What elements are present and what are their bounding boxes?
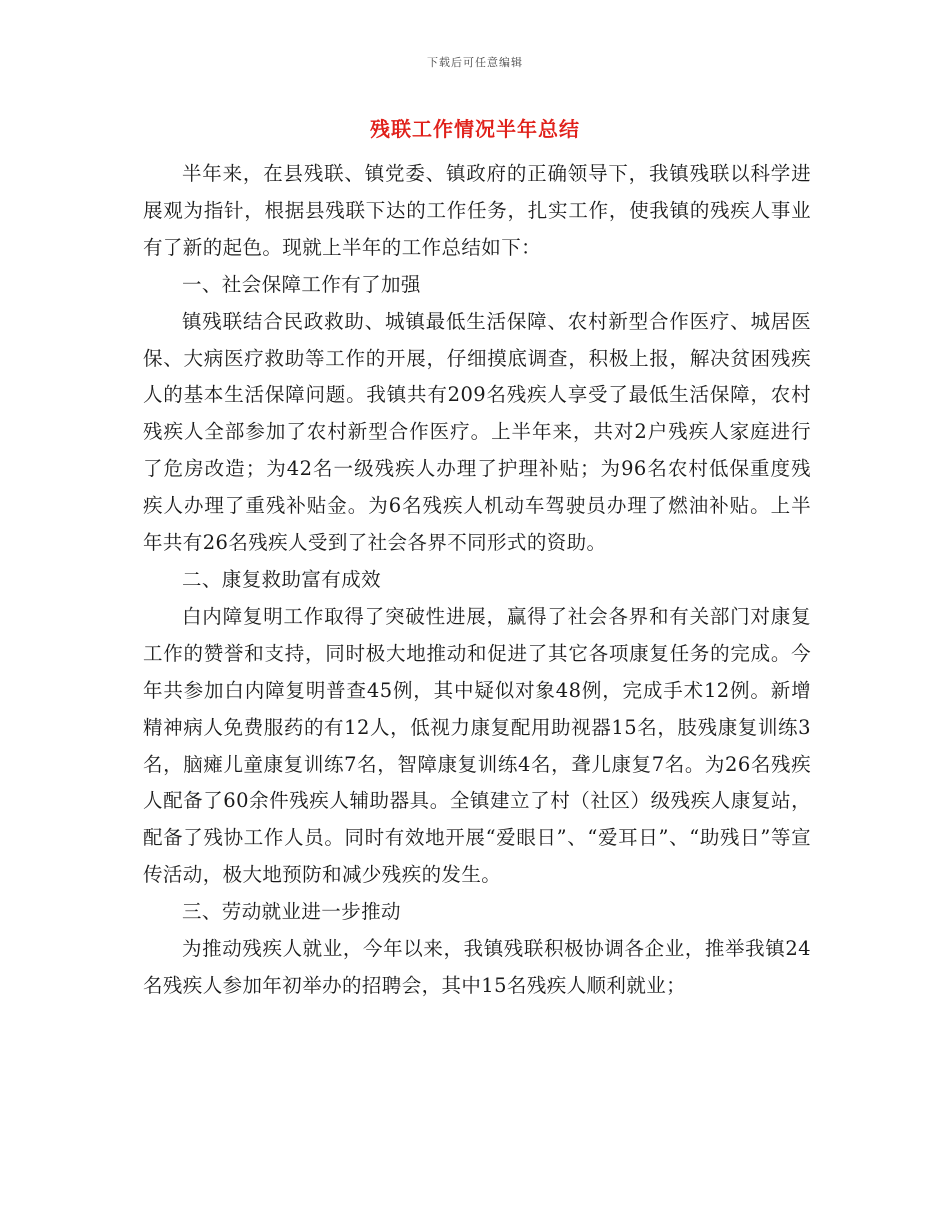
document-title: 残联工作情况半年总结 (370, 117, 580, 141)
section-heading-employment: 三、劳动就业进一步推动 (182, 900, 401, 924)
intro-paragraph: 半年来，在县残联、镇党委、镇政府的正确领导下，我镇残联以科学进展观为指针，根据县残联下达的工作任务，扎实工作，使我镇的残疾人事业有了新的起色。现就上半年的工作总结如下： (143, 162, 811, 259)
section-heading-rehabilitation: 二、康复救助富有成效 (182, 567, 382, 591)
section-paragraph-employment: 为推动残疾人就业，今年以来，我镇残联积极协调各企业，推举我镇24名残疾人参加年初举办的招聘会，其中15名残疾人顺利就业； (143, 937, 811, 997)
section-paragraph-rehabilitation: 白内障复明工作取得了突破性进展，赢得了社会各界和有关部门对康复工作的赞誉和支持，同时极大地推动和促进了其它各项康复任务的完成。今年共参加白内障复明普查45例，其中疑似对象48例，完成手术12例。新增精神病人免费服药的有12人，低视力康复配用助视器15名，肢残康复训练3名，脑瘫儿童康复训练7名，智障康复训练4名，聋儿康复7名。为26名残疾人配备了60余件残疾人辅助器具。全镇建立了村（社区）级残疾人康复站，配备了残协工作人员。同时有效地开展“爱眼日”、“爱耳日”、“助残日”等宣传活动，极大地预防和减少残疾的发生。 (143, 604, 811, 887)
section-heading-social-security: 一、社会保障工作有了加强 (182, 272, 421, 296)
section-paragraph-social-security: 镇残联结合民政救助、城镇最低生活保障、农村新型合作医疗、城居医保、大病医疗救助等工作的开展，仔细摸底调查，积极上报，解决贫困残疾人的基本生活保障问题。我镇共有209名残疾人享受了最低生活保障，农村残疾人全部参加了农村新型合作医疗。上半年来，共对2户残疾人家庭进行了危房改造；为42名一级残疾人办理了护理补贴；为96名农村低保重度残疾人办理了重残补贴金。为6名残疾人机动车驾驶员办理了燃油补贴。上半年共有26名残疾人受到了社会各界不同形式的资助。 (143, 309, 811, 555)
document-body (143, 156, 811, 1005)
header-note: 下载后可任意编辑 (427, 56, 523, 69)
